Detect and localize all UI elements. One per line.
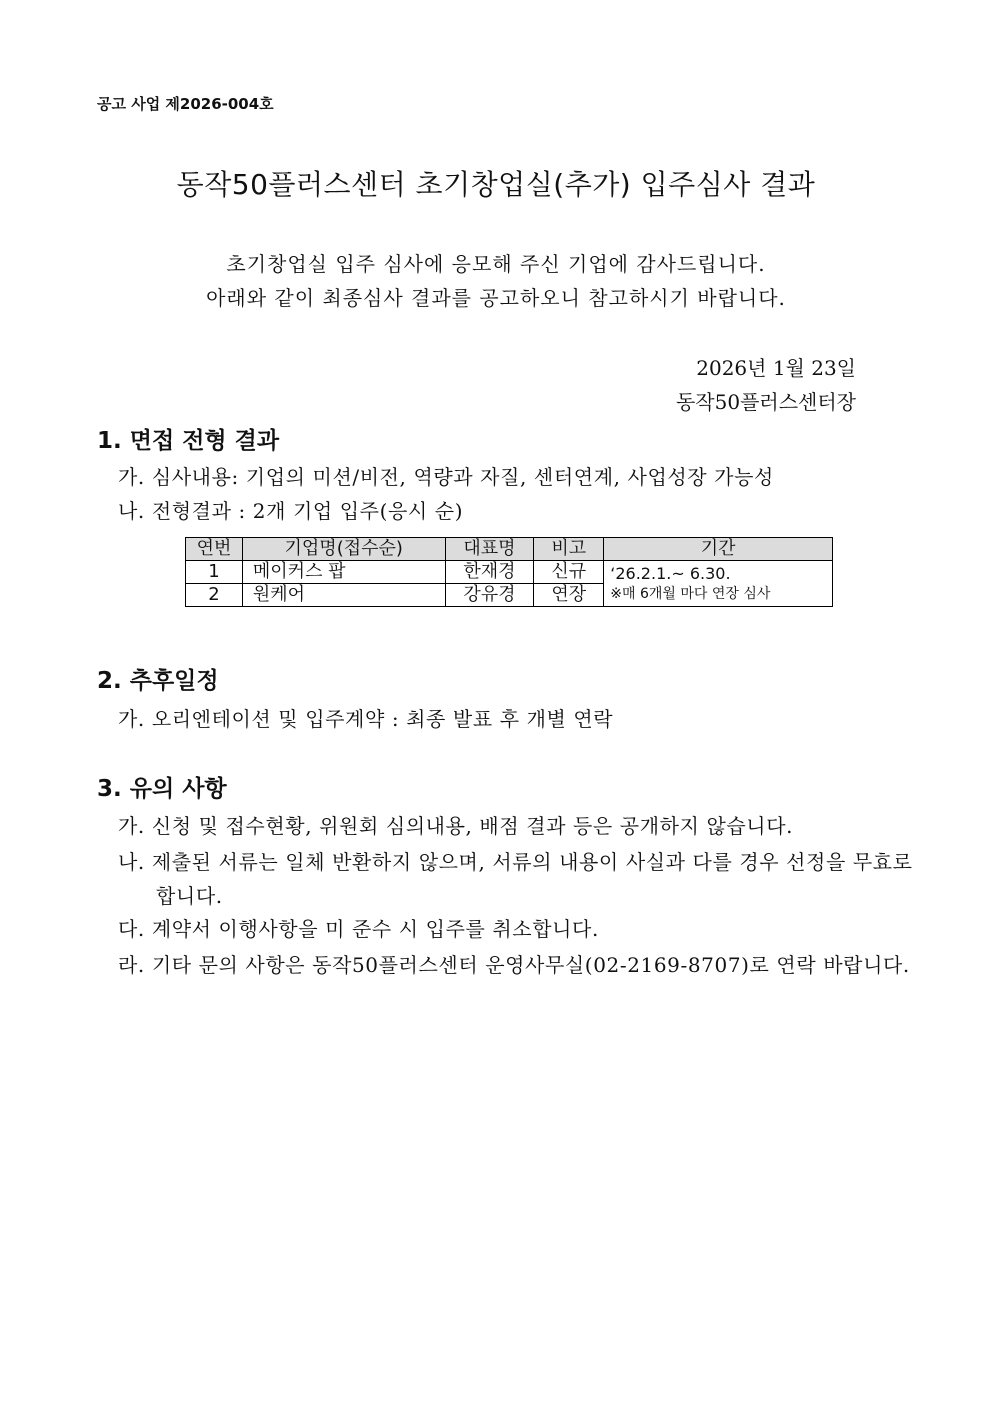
period-range: ‘26.2.1.~ 6.30. <box>610 563 731 583</box>
section-3-item-c: 다. 계약서 이행사항을 미 준수 시 입주를 취소합니다. <box>118 917 599 941</box>
section-3-item-b: 나. 제출된 서류는 일체 반환하지 않으며, 서류의 내용이 사실과 다를 경우 선정을 무효로 합니다. <box>118 850 913 908</box>
announcement-date: 2026년 1월 23일 <box>696 356 856 380</box>
document-title: 동작50플러스센터 초기창업실(추가) 입주심사 결과 <box>176 168 816 201</box>
section-2-title: 2. 추후일정 <box>97 668 219 694</box>
cell-company: 메이커스 팝 <box>242 561 445 584</box>
section-3-item-d: 라. 기타 문의 사항은 동작50플러스센터 운영사무실(02-2169-8707)로 연락 바랍니다. <box>118 953 910 977</box>
table-row <box>186 561 833 584</box>
section-1-item-b: 나. 전형결과 : 2개 기업 입주(응시 순) <box>118 499 464 523</box>
header-company: 기업명(접수순) <box>242 538 445 561</box>
cell-note: 신규 <box>534 561 604 584</box>
cell-period <box>604 561 833 607</box>
header-ceo: 대표명 <box>445 538 534 561</box>
section-2-item-a: 가. 오리엔테이션 및 입주계약 : 최종 발표 후 개별 연락 <box>118 707 614 731</box>
result-table <box>185 537 833 607</box>
intro-line-1: 초기창업실 입주 심사에 응모해 주신 기업에 감사드립니다. <box>226 252 766 276</box>
cell-no: 2 <box>186 584 243 607</box>
section-1-item-a: 가. 심사내용: 기업의 미션/비전, 역량과 자질, 센터연계, 사업성장 가능성 <box>118 465 774 489</box>
cell-no: 1 <box>186 561 243 584</box>
cell-company: 원케어 <box>242 584 445 607</box>
cell-note: 연장 <box>534 584 604 607</box>
section-3-item-a: 가. 신청 및 접수현황, 위원회 심의내용, 배점 결과 등은 공개하지 않습니다. <box>118 814 794 838</box>
section-1-title: 1. 면접 전형 결과 <box>97 428 280 454</box>
period-note: ※매 6개월 마다 연장 심사 <box>610 585 771 602</box>
cell-ceo: 한재경 <box>445 561 534 584</box>
section-3-title: 3. 유의 사항 <box>97 776 227 802</box>
header-period: 기간 <box>604 538 833 561</box>
notice-number: 공고 사업 제2026-004호 <box>97 95 274 113</box>
header-note: 비고 <box>534 538 604 561</box>
intro-line-2: 아래와 같이 최종심사 결과를 공고하오니 참고하시기 바랍니다. <box>206 286 786 310</box>
issuer: 동작50플러스센터장 <box>675 390 856 414</box>
table-header-row <box>186 538 833 561</box>
header-no: 연번 <box>186 538 243 561</box>
cell-ceo: 강유경 <box>445 584 534 607</box>
